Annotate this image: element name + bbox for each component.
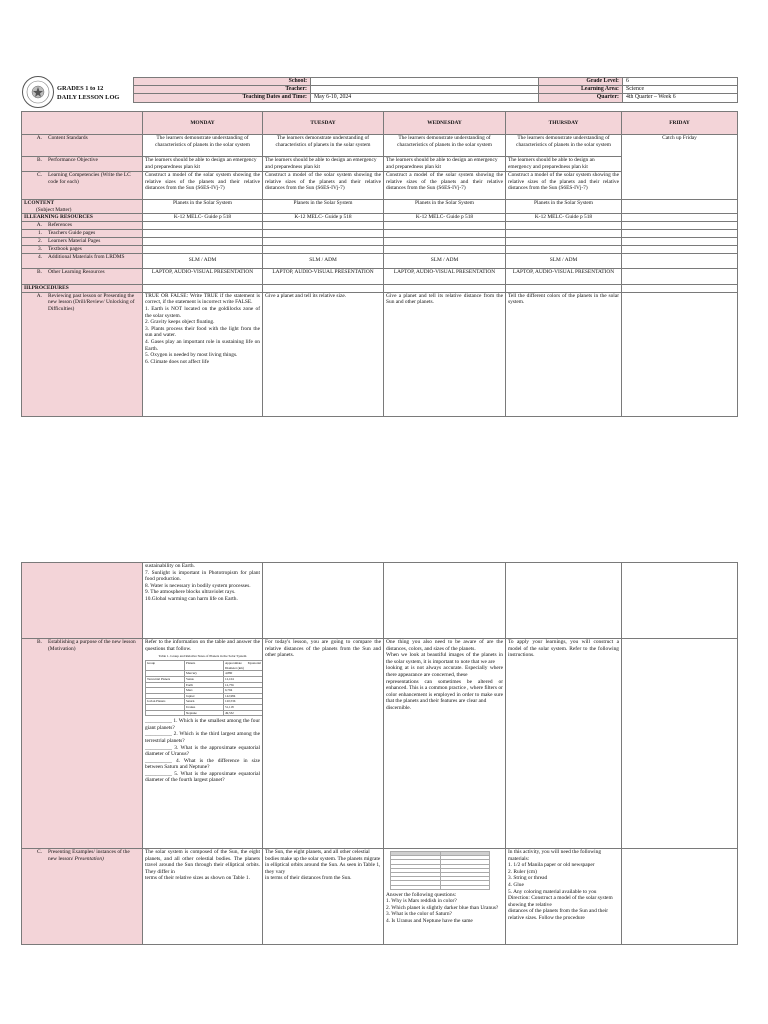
thursday-reviewing-continued xyxy=(506,563,622,639)
label-text: Learning Competencies (Write the LC code for each) xyxy=(48,172,131,185)
grade-level-label: Grade Level: xyxy=(539,78,623,86)
friday-tg xyxy=(622,229,738,237)
day-thursday: THURSDAY xyxy=(506,112,622,135)
review-item: 7. Sunlight is important in Phototropism for plant food production. xyxy=(145,569,260,583)
friday-textbook xyxy=(622,245,738,253)
monday-procedures xyxy=(143,284,263,292)
table-header-cell: Planets xyxy=(185,661,224,671)
label-references xyxy=(22,222,143,230)
question-item: 4. Is Uranus and Neptune have the same xyxy=(386,918,473,925)
question-item: __________ 2. Which is the third largest among the terrestrial planets? xyxy=(145,731,260,744)
row-additional xyxy=(22,253,738,268)
table-cell: Jovian Planets xyxy=(146,699,185,705)
grade-level-value: 6 xyxy=(623,78,738,86)
tuesday-tg xyxy=(263,229,384,237)
friday-other xyxy=(622,268,738,284)
table-cell: Uranus xyxy=(185,704,224,710)
review-item: 6. Climate does not affect life xyxy=(145,358,209,365)
page-break xyxy=(0,454,768,562)
table-cell: Neptune xyxy=(185,710,224,716)
document-title-line2: DAILY LESSON LOG xyxy=(57,94,120,101)
tuesday-examples xyxy=(263,849,384,945)
planet-colors-table-image xyxy=(390,851,490,890)
wednesday-content-standards: The learners demonstrate understanding of characteristics of planets in the solar system xyxy=(384,135,506,157)
label-num: 4. xyxy=(37,253,42,260)
label-num: B. xyxy=(37,268,42,275)
thursday-competencies: Construct a model of the solar system showing the relative sizes of the planets and their relative distances from the Sun (S6ES-IVj-7) xyxy=(506,172,622,200)
thursday-references xyxy=(506,222,622,230)
monday-references xyxy=(143,222,263,230)
label-competencies xyxy=(22,172,143,200)
wednesday-content: Planets in the Solar System xyxy=(384,200,506,214)
example-paragraph: terms of their relative sizes as shown on Table 1. xyxy=(145,875,250,882)
table-cell: 142,984 xyxy=(224,693,263,699)
label-reviewing-continued xyxy=(22,563,143,639)
teacher-value xyxy=(311,86,539,94)
label-text: Other Learning Resources xyxy=(48,268,105,275)
purpose-paragraph: color enhancement is employed in order to make sure that the planets and their features are clear and xyxy=(386,691,503,705)
label-num: 2. xyxy=(37,237,42,244)
table-cell: Terrestrial Planets xyxy=(146,676,185,682)
tuesday-content: Planets in the Solar System xyxy=(263,200,384,214)
table-cell: Jupiter xyxy=(185,693,224,699)
review-item: 1. Earth is NOT located on the goldilocks zone of the solar system. xyxy=(145,305,260,319)
wednesday-purpose xyxy=(384,639,506,849)
monday-additional: SLM / ADM xyxy=(143,253,263,268)
school-label: School: xyxy=(134,78,311,86)
thursday-purpose: To apply your learnings, you will construct a model of the solar system. Refer to the following instructions. xyxy=(506,639,622,849)
wednesday-performance: The learners should be able to design an emergency and preparedness plan kit xyxy=(384,157,506,172)
table-header-cell: Approximate Equatorial Diameter (km) xyxy=(225,661,261,670)
label-text: Learners Material Pages xyxy=(48,237,101,244)
review-item: 2. Gravity keeps object floating. xyxy=(145,319,215,326)
materials-item: distances of the planets from the Sun and their relative sizes. Follow the procedure xyxy=(508,908,609,921)
example-paragraph: The solar system is composed of the Sun, the eight planets, and all other celestial bodies. The planets travel around the Sun through their elliptical orbits. They differ in xyxy=(145,849,260,875)
monday-lm xyxy=(143,237,263,245)
review-item: sustainability on Earth. xyxy=(145,563,195,569)
tuesday-performance: The learners should be able to design an emergency and preparedness plan kit xyxy=(263,157,384,172)
review-item: 10.Global warming can harm life on Earth. xyxy=(145,595,238,602)
monday-reviewing-continued xyxy=(143,563,263,639)
dates-value: May 6-10, 2024 xyxy=(311,94,539,102)
monday-tg xyxy=(143,229,263,237)
tuesday-content-standards: The learners demonstrate understanding of characteristics of planets in the solar system xyxy=(263,135,384,157)
tuesday-reviewing: Give a planet and tell its relative size. xyxy=(263,292,384,416)
monday-performance: The learners should be able to design an emergency and preparedness plan kit xyxy=(143,157,263,172)
purpose-paragraph: looking at is not always accurate. Especially where there appearance are concerned, these xyxy=(386,665,503,678)
thursday-additional: SLM / ADM xyxy=(506,253,622,268)
label-text: Presenting Examples/ instances of the new lesson/ xyxy=(48,849,130,862)
materials-item: In this activity, you will need the following materials: xyxy=(508,849,602,862)
label-resources: II.LEARNING RESOURCES xyxy=(22,214,143,222)
row-lm-pages xyxy=(22,237,738,245)
materials-item: 1. 1/2 of Manila paper or old newspaper xyxy=(508,862,595,869)
label-num: B. xyxy=(37,639,42,645)
label-num: A. xyxy=(36,135,42,141)
label-num: C. xyxy=(37,849,42,855)
label-text: Establishing a purpose of the new lesson (Motivation) xyxy=(48,639,136,652)
review-item: 8. Water is necessary in bodily system processes. xyxy=(145,582,251,589)
thursday-performance: The learners should be able to design an emergency and preparedness plan kit xyxy=(506,157,622,172)
materials-item: 4. Glue xyxy=(508,881,524,888)
monday-competencies: Construct a model of the solar system showing the relative sizes of the planets and their relative distances from the Sun (S6ES-IVj-7) xyxy=(143,172,263,200)
table-caption: Table 1. Group and Relative Sizes of Planets in the Solar System xyxy=(158,654,247,659)
question-item: __________ 3. What is the approximate equatorial diameter of Uranus? xyxy=(145,744,260,758)
review-item: 9. The atmosphere blocks ultraviolet rays. xyxy=(145,589,236,596)
friday-additional xyxy=(622,253,738,268)
monday-content-standards: The learners demonstrate understanding of characteristics of planets in the solar system xyxy=(143,135,263,157)
lesson-log-table-continued xyxy=(21,562,738,945)
table-cell: Venus xyxy=(185,676,224,682)
review-item: 5. Oxygen is needed by most living things. xyxy=(145,352,238,359)
friday-reviewing-continued xyxy=(622,563,738,639)
review-item: 3. Plants process their food with the light from the sun and water. xyxy=(145,325,260,339)
header-info-table xyxy=(133,77,738,103)
label-lm-pages xyxy=(22,237,143,245)
table-cell: 12,756 xyxy=(224,682,263,688)
example-paragraph: in terms of their distances from the Sun. xyxy=(265,875,352,882)
review-item: 4. Gases play an important role in sustaining life on Earth. xyxy=(145,338,260,352)
tuesday-references xyxy=(263,222,384,230)
label-num: 1. xyxy=(37,229,42,236)
question-item: 3. What is the color of Saturn? xyxy=(386,911,452,918)
lesson-log-table xyxy=(21,111,738,417)
tuesday-procedures xyxy=(263,284,384,292)
monday-resources: K-12 MELC- Guide p 518 xyxy=(143,214,263,222)
tuesday-purpose: For today's lesson, you are going to compare the relative distances of the planets from the Sun and other planets. xyxy=(263,639,384,849)
learning-area-value: Science xyxy=(623,86,738,94)
purpose-paragraph: When we look at beautiful images of the planets in the solar system, it is important to note that we are xyxy=(386,652,503,665)
label-num: 3. xyxy=(37,245,42,252)
table-header-cell: Group xyxy=(146,661,185,671)
label-num: A. xyxy=(36,292,42,299)
wednesday-procedures xyxy=(384,284,506,292)
wednesday-lm xyxy=(384,237,506,245)
label-procedures: III.PROCEDURES xyxy=(22,284,143,292)
row-references xyxy=(22,222,738,230)
table-cell: Saturn xyxy=(185,699,224,705)
table-cell xyxy=(146,710,185,716)
label-performance xyxy=(22,157,143,172)
materials-item: Direction: Construct a model of the solar system showing the relative xyxy=(508,895,613,908)
thursday-textbook xyxy=(506,245,622,253)
table-cell: 51,118 xyxy=(224,704,263,710)
label-text: I.CONTENT xyxy=(24,200,55,206)
label-examples xyxy=(22,849,143,945)
planet-sizes-table xyxy=(145,660,263,716)
monday-reviewing xyxy=(143,292,263,416)
row-tg-pages xyxy=(22,229,738,237)
label-other xyxy=(22,268,143,284)
tuesday-additional: SLM / ADM xyxy=(263,253,384,268)
label-text: Content Standards xyxy=(48,135,88,141)
thursday-content: Planets in the Solar System xyxy=(506,200,622,214)
label-content-standards xyxy=(22,135,143,157)
label-text: Performance Objective xyxy=(48,157,98,163)
purpose-paragraph: representations can sometimes be altered or enhanced. This is a common practice , where filters or xyxy=(386,678,503,692)
label-purpose xyxy=(22,639,143,849)
thursday-resources: K-12 MELC- Guide p 518 xyxy=(506,214,622,222)
label-text: References xyxy=(48,222,72,229)
purpose-paragraph: discernible. xyxy=(386,704,411,711)
friday-purpose xyxy=(622,639,738,849)
tuesday-competencies: Construct a model of the solar system showing the relative sizes of the planets and their relative distances from the Sun (S6ES-IVj-7) xyxy=(263,172,384,200)
purpose-paragraph: One thing you also need to be aware of are the distances, colors, and sizes of the planets. xyxy=(386,639,503,652)
friday-references xyxy=(622,222,738,230)
thursday-procedures xyxy=(506,284,622,292)
quarter-label: Quarter: xyxy=(539,94,623,102)
example-paragraph: The Sun, the eight planets, and all other celestial bodies make up the solar system. The planets migrate in elliptical orbits around the Sun. As seen in Table 1, they vary xyxy=(265,849,381,875)
question-item: 1. Why is Mars reddish in color? xyxy=(386,898,457,905)
thursday-other: LAPTOP, AUDIO-VISUAL PRESENTATION xyxy=(506,268,622,284)
document-title-line1: GRADES 1 to 12 xyxy=(57,85,104,92)
thursday-content-standards: The learners demonstrate understanding of characteristics of planets in the solar system xyxy=(506,135,622,157)
table-cell: Earth xyxy=(185,682,224,688)
friday-content xyxy=(622,200,738,214)
question-item: 2. Which planet is slightly darker blue than Uranus? xyxy=(386,904,499,911)
row-purpose xyxy=(22,639,738,849)
thursday-reviewing: Tell the different colors of the planets in the solar system. xyxy=(506,292,622,416)
row-textbook xyxy=(22,245,738,253)
wednesday-textbook xyxy=(384,245,506,253)
tuesday-other: LAPTOP, AUDIO-VISUAL PRESENTATION xyxy=(263,268,384,284)
dates-label: Teaching Dates and Time: xyxy=(134,94,311,102)
wednesday-additional: SLM / ADM xyxy=(384,253,506,268)
label-text: Reviewing past lesson or Presenting the new lesson (Drill/Review/ Unlocking of Difficulties) xyxy=(48,292,135,312)
friday-lm xyxy=(622,237,738,245)
table-cell: Mercury xyxy=(185,671,224,677)
tuesday-lm xyxy=(263,237,384,245)
row-resources xyxy=(22,214,738,222)
row-reviewing-continued xyxy=(22,563,738,639)
wednesday-examples xyxy=(384,849,506,945)
wednesday-references xyxy=(384,222,506,230)
label-num: C. xyxy=(37,172,42,178)
friday-resources xyxy=(622,214,738,222)
wednesday-resources: K-12 MELC- Guide p 518 xyxy=(384,214,506,222)
learning-area-label: Learning Area: xyxy=(539,86,623,94)
day-header-row xyxy=(22,112,738,135)
label-reviewing xyxy=(22,292,143,416)
purpose-intro: Refer to the information on the table and answer the questions that follow. xyxy=(145,639,260,652)
wednesday-reviewing-continued xyxy=(384,563,506,639)
wednesday-tg xyxy=(384,229,506,237)
question-item: __________ 1. Which is the smallest among the four giant planets? xyxy=(145,718,260,731)
label-subtext: (Subject Matter) xyxy=(36,206,72,213)
monday-content: Planets in the Solar System xyxy=(143,200,263,214)
label-content xyxy=(22,200,143,214)
monday-other: LAPTOP, AUDIO-VISUAL PRESENTATION xyxy=(143,268,263,284)
row-examples xyxy=(22,849,738,945)
table-cell: 6,794 xyxy=(224,688,263,694)
table-cell: 49,532 xyxy=(224,710,263,716)
day-friday: FRIDAY xyxy=(622,112,738,135)
row-content-standards xyxy=(22,135,738,157)
friday-catch-up: Catch up Friday xyxy=(622,135,738,200)
row-content xyxy=(22,200,738,214)
table-cell: Mars xyxy=(185,688,224,694)
thursday-lm xyxy=(506,237,622,245)
friday-reviewing xyxy=(622,292,738,416)
tuesday-reviewing-continued xyxy=(263,563,384,639)
monday-purpose xyxy=(143,639,263,849)
label-text: Textbook pages xyxy=(48,245,82,252)
label-text: Additional Materials from LRDMS xyxy=(48,253,125,260)
document-title xyxy=(57,84,119,102)
label-tg-pages xyxy=(22,229,143,237)
table-cell: 4,880 xyxy=(224,671,263,677)
row-procedures xyxy=(22,284,738,292)
tuesday-textbook xyxy=(263,245,384,253)
question-item: __________ 4. What is the difference in size between Saturn and Neptune? xyxy=(145,757,260,771)
quarter-value: 4th Quarter – Week 6 xyxy=(623,94,738,102)
question-item: Answer the following questions: xyxy=(386,891,457,898)
tuesday-resources: K-12 MELC- Guide p 518 xyxy=(263,214,384,222)
school-value xyxy=(311,78,539,86)
row-reviewing xyxy=(22,292,738,416)
materials-item: 5. Any coloring material available to you xyxy=(508,888,597,895)
label-num: A. xyxy=(36,222,42,229)
day-wednesday: WEDNESDAY xyxy=(384,112,506,135)
review-instructions: TRUE OR FALSE: Write TRUE if the statement is correct, if the statement is incorrect write FALSE. xyxy=(145,292,260,306)
monday-textbook xyxy=(143,245,263,253)
materials-item: 3. String or thread xyxy=(508,875,548,882)
question-item: __________ 5. What is the approximate equatorial diameter of the fourth largest planet? xyxy=(145,770,260,784)
wednesday-competencies: Construct a model of the solar system showing the relative sizes of the planets and their relative distances from the Sun (S6ES-IVj-7) xyxy=(384,172,506,200)
friday-examples xyxy=(622,849,738,945)
monday-examples xyxy=(143,849,263,945)
day-monday: MONDAY xyxy=(143,112,263,135)
wednesday-other: LAPTOP, AUDIO-VISUAL PRESENTATION xyxy=(384,268,506,284)
day-tuesday: TUESDAY xyxy=(263,112,384,135)
label-additional xyxy=(22,253,143,268)
thursday-tg xyxy=(506,229,622,237)
label-italic: Presentation) xyxy=(74,855,104,862)
label-num: B. xyxy=(37,157,42,163)
table-cell: 12,104 xyxy=(224,676,263,682)
friday-procedures xyxy=(622,284,738,292)
wednesday-reviewing: Give a planet and tell its relative distance from the Sun and other planets. xyxy=(384,292,506,416)
teacher-label: Teacher: xyxy=(134,86,311,94)
deped-seal-icon xyxy=(21,75,55,109)
thursday-examples xyxy=(506,849,622,945)
label-textbook xyxy=(22,245,143,253)
row-other xyxy=(22,268,738,284)
corner-cell xyxy=(22,112,143,135)
label-text: Teachers Guide pages xyxy=(48,229,96,236)
materials-item: 2. Ruler (cm) xyxy=(508,868,537,875)
table-cell: 120,536 xyxy=(224,699,263,705)
